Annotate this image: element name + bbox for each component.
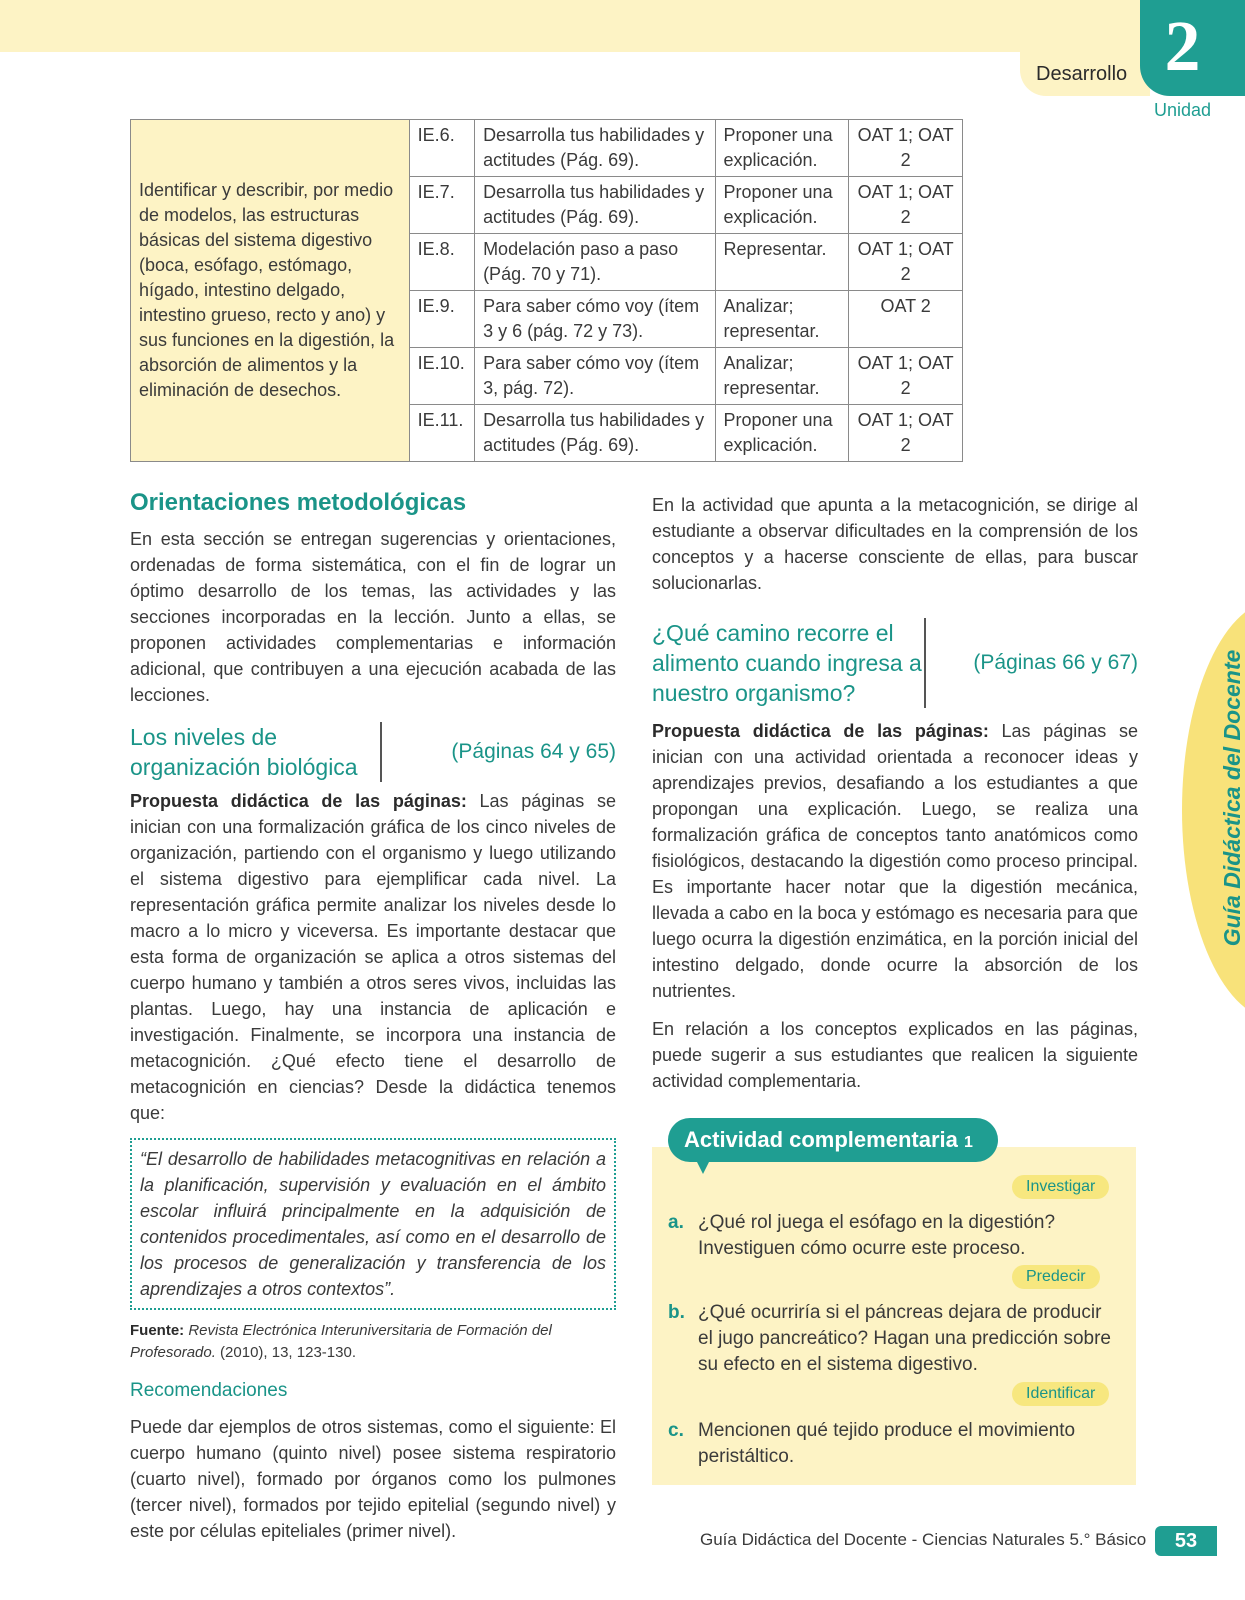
indicator-oat: OAT 1; OAT 2 (849, 348, 963, 405)
proposal-paragraph (130, 788, 616, 1126)
item-letter: a. (668, 1212, 684, 1233)
unit-number: 2 (1140, 0, 1245, 96)
recommendations-text: Puede dar ejemplos de otros sistemas, como el siguiente: El cuerpo humano (quinto nivel) posee sistema respiratorio (cuarto nivel), formado por órganos como los pulmones (tercer nivel), formados por tejido epitelial (segundo nivel) y este por células epiteliales (primer nivel). (130, 1417, 616, 1541)
indicator-code: IE.7. (409, 177, 474, 234)
indicator-activity: Para saber cómo voy (ítem 3, pág. 72). (475, 348, 715, 405)
section-label: Desarrollo (1020, 52, 1150, 96)
indicator-skill: Proponer una explicación. (715, 177, 849, 234)
indicator-skill: Analizar; representar. (715, 348, 849, 405)
indicator-oat: OAT 2 (849, 291, 963, 348)
indicator-oat: OAT 1; OAT 2 (849, 177, 963, 234)
item-text: ¿Qué ocurriría si el páncreas dejara de producir el jugo pancreático? Hagan una predicción sobre su efecto en el sistema digestivo. (698, 1302, 1111, 1375)
activity-title-text: Actividad complementaria (684, 1127, 958, 1152)
activity-title (668, 1118, 998, 1162)
item-letter: b. (668, 1302, 685, 1323)
lesson-pages: (Páginas 66 y 67) (973, 651, 1138, 674)
relation-paragraph: En relación a los conceptos explicados en las páginas, puede sugerir a sus estudiantes que realicen la siguiente actividad complementaria. (652, 1019, 1138, 1091)
source-title: Revista Electrónica Interuniversitaria de Formación del Profesorado. (130, 1322, 552, 1361)
indicator-skill: Analizar; representar. (715, 291, 849, 348)
indicator-activity: Desarrolla tus habilidades y actitudes (Pág. 69). (475, 120, 715, 177)
indicator-oat: OAT 1; OAT 2 (849, 234, 963, 291)
source-label: Fuente: (130, 1322, 185, 1339)
source-citation (130, 1320, 616, 1364)
item-text: Mencionen qué tejido produce el movimiento peristáltico. (698, 1420, 1076, 1467)
source-details: (2010), 13, 123-130. (215, 1344, 356, 1361)
activity-number: 1 (964, 1134, 973, 1151)
indicator-activity: Modelación paso a paso (Pág. 70 y 71). (475, 234, 715, 291)
indicator-code: IE.8. (409, 234, 474, 291)
skill-tag: Investigar (1012, 1175, 1109, 1199)
right-column (652, 492, 1138, 1094)
indicators-table (130, 119, 963, 462)
indicator-activity: Desarrolla tus habilidades y actitudes (Pág. 69). (475, 405, 715, 462)
lesson-pages: (Páginas 64 y 65) (451, 740, 616, 763)
section-heading: Orientaciones metodológicas (130, 489, 467, 516)
footer-text: Guía Didáctica del Docente - Ciencias Naturales 5.° Básico (700, 1530, 1147, 1549)
activity-pointer (696, 1160, 710, 1174)
indicator-code: IE.6. (409, 120, 474, 177)
skill-tag: Predecir (1012, 1265, 1100, 1289)
proposal-label: Propuesta didáctica de las páginas: (130, 791, 467, 811)
item-letter: c. (668, 1420, 684, 1441)
indicator-oat: OAT 1; OAT 2 (849, 120, 963, 177)
indicator-code: IE.11. (409, 405, 474, 462)
proposal-paragraph (652, 718, 1138, 1004)
indicator-code: IE.10. (409, 348, 474, 405)
activity-item (668, 1418, 1118, 1470)
quote-box: “El desarrollo de habilidades metacognitivas en relación a la planificación, supervisión y evaluación en el ámbito escolar influirá principalmente en la adquisición de contenidos procedimentales, así como en el desarrollo de los procesos de generalización y transferencia de los aprendizajes a otros contextos”. (130, 1138, 616, 1310)
indicator-skill: Proponer una explicación. (715, 405, 849, 462)
recommendations-heading: Recomendaciones (130, 1380, 288, 1401)
page-number: 53 (1155, 1526, 1217, 1556)
objective-cell: Identificar y describir, por medio de modelos, las estructuras básicas del sistema digestivo (boca, esófago, estómago, hígado, intestino delgado, intestino grueso, recto y ano) y sus funciones en la digestión, la absorción de alimentos y la eliminación de desechos. (131, 120, 410, 462)
side-label: Guía Didáctica del Docente (1219, 649, 1245, 947)
indicator-activity: Para saber cómo voy (ítem 3 y 6 (pág. 72 y 73). (475, 291, 715, 348)
indicator-code: IE.9. (409, 291, 474, 348)
lesson-title: ¿Qué camino recorre el alimento cuando ingresa a nuestro organismo? (652, 620, 922, 706)
unit-label: Unidad (1154, 100, 1212, 120)
proposal-label: Propuesta didáctica de las páginas: (652, 721, 989, 741)
activity-item (668, 1210, 1118, 1262)
left-column (130, 488, 616, 1544)
indicator-skill: Proponer una explicación. (715, 120, 849, 177)
lesson-title: Los niveles de organización biológica (130, 724, 358, 780)
skill-tag: Identificar (1012, 1382, 1109, 1406)
item-text: ¿Qué rol juega el esófago en la digestión? Investiguen cómo ocurre este proceso. (698, 1212, 1056, 1259)
indicator-oat: OAT 1; OAT 2 (849, 405, 963, 462)
intro-paragraph: En esta sección se entregan sugerencias y orientaciones, ordenadas de forma sistemática, con el fin de lograr un óptimo desarrollo de los temas, las actividades y las secciones incorporadas en la lección. Junto a ellas, se proponen actividades complementarias e información adicional, que contribuyen a una ejecución acabada de las lecciones. (130, 529, 616, 705)
top-band (0, 0, 1140, 52)
proposal-text: Las páginas se inician con una actividad orientada a reconocer ideas y aprendizajes previos, desafiando a los estudiantes a que propongan una explicación. Luego, se realiza una formalización gráfica de conceptos tanto anatómicos como fisiológicos, destacando la digestión como proceso principal. Es importante hacer notar que la digestión mecánica, llevada a cabo en la boca y estómago es necesaria para que luego ocurra la digestión enzimática, en la porción inicial del intestino delgado, donde ocurre la absorción de los nutrientes. (652, 721, 1138, 1001)
activity-item (668, 1300, 1118, 1378)
proposal-text: Las páginas se inician con una formalización gráfica de los cinco niveles de organización, partiendo con el organismo y luego utilizando el sistema digestivo para ejemplificar cada nivel. La representación gráfica permite analizar los niveles desde lo macro a lo micro y viceversa. Es importante destacar que esta forma de organización se aplica a otros sistemas del cuerpo humano y también a otros seres vivos, incluidas las plantas. Luego, hay una instancia de aplicación e investigación. Finalmente, se incorpora una instancia de metacognición. ¿Qué efecto tiene el desarrollo de metacognición en ciencias? Desde la didáctica tenemos que: (130, 791, 616, 1123)
lesson-subhead (130, 722, 616, 782)
lesson-subhead (652, 618, 1138, 708)
indicator-activity: Desarrolla tus habilidades y actitudes (Pág. 69). (475, 177, 715, 234)
indicator-skill: Representar. (715, 234, 849, 291)
metacognition-paragraph: En la actividad que apunta a la metacognición, se dirige al estudiante a observar dificultades en la comprensión de los conceptos y a hacerse consciente de ellas, para buscar solucionarlas. (652, 495, 1138, 593)
table-row (131, 120, 963, 177)
